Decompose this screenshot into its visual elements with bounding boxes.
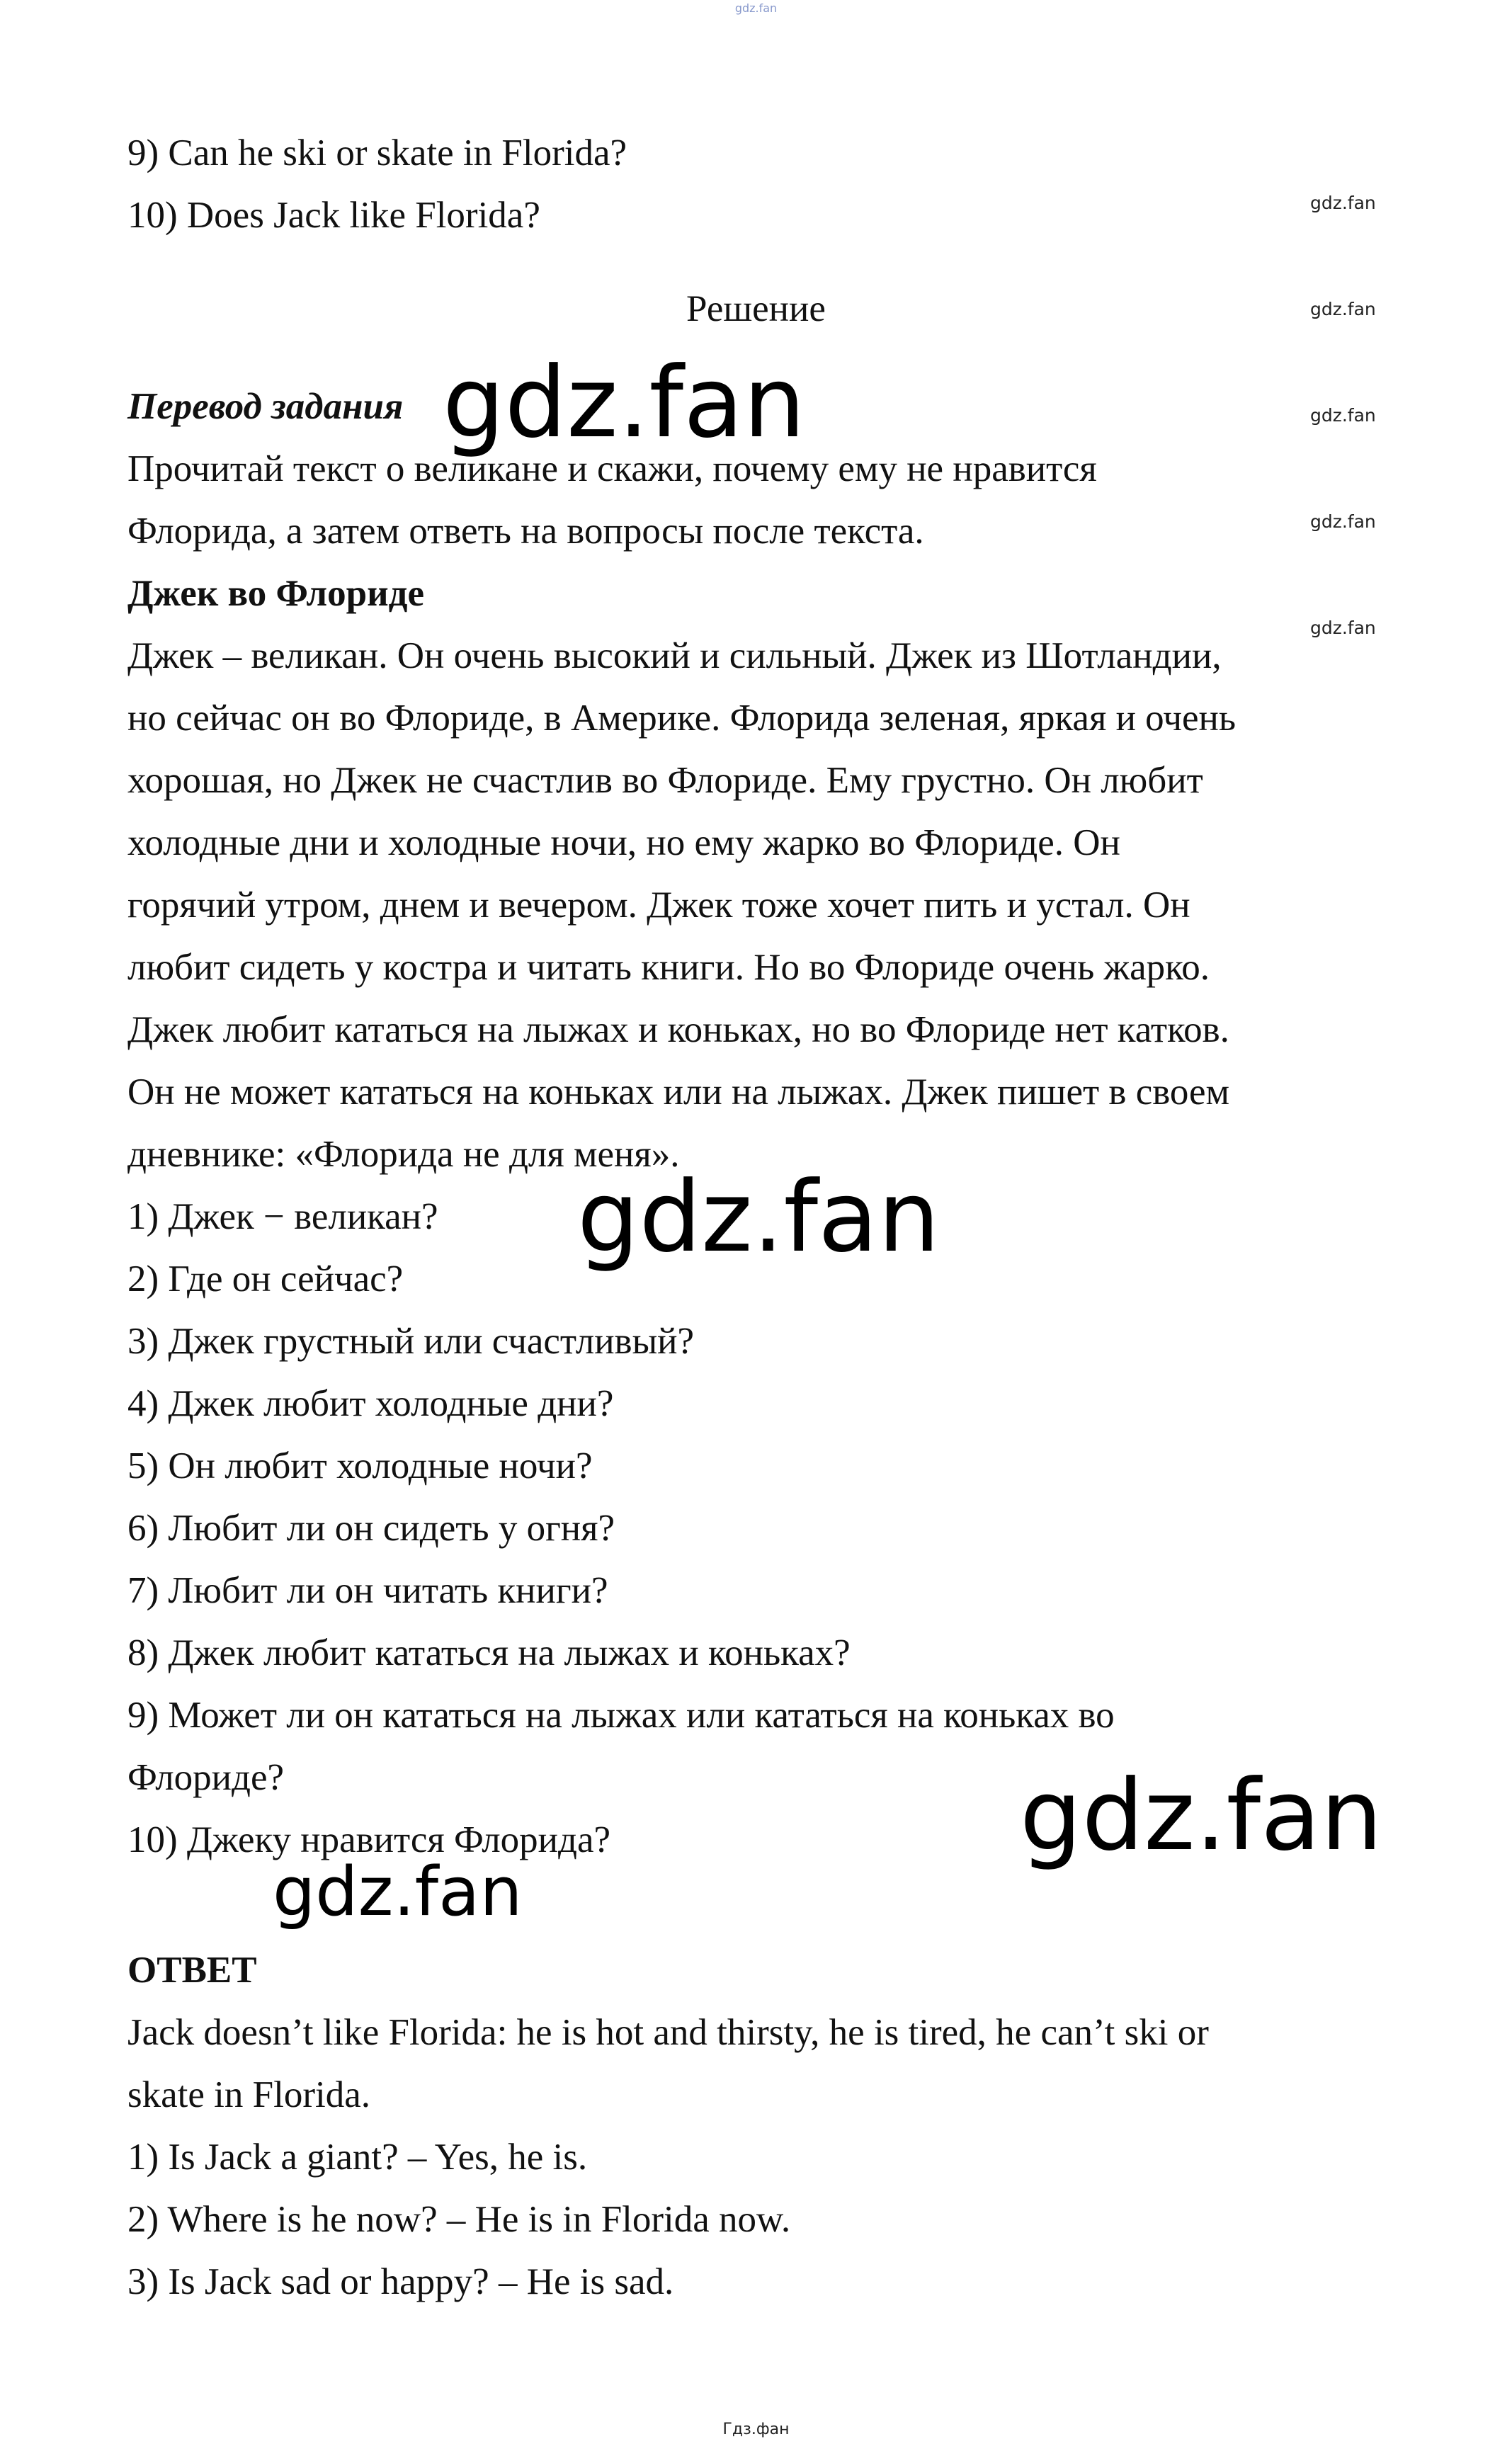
answer-heading: ОТВЕТ — [127, 1950, 257, 1991]
answer-line: Jack doesn’t like Florida: he is hot and thirsty, he is tired, he can’t ski or — [127, 2012, 1209, 2053]
answer-line: skate in Florida. — [127, 2074, 370, 2115]
question-ru: Флориде? — [127, 1757, 285, 1798]
question-ru: 3) Джек грустный или счастливый? — [127, 1321, 695, 1362]
answer-line: 3) Is Jack sad or happy? – He is sad. — [127, 2261, 674, 2302]
watermark-small: gdz.fan — [1310, 193, 1376, 213]
answer-line: 1) Is Jack a giant? – Yes, he is. — [127, 2137, 588, 2178]
instruction-line: Прочитай текст о великане и скажи, почему ему не нравится — [127, 448, 1097, 489]
footer-watermark: Гдз.фан — [722, 2421, 790, 2438]
story-title: Джек во Флориде — [127, 573, 424, 614]
watermark-small: gdz.fan — [1310, 511, 1376, 532]
story-line: Он не может кататься на коньках или на лыжах. Джек пишет в своем — [127, 1071, 1230, 1113]
question-en-10: 10) Does Jack like Florida? — [127, 195, 540, 236]
question-ru: 1) Джек − великан? — [127, 1196, 438, 1237]
story-line: но сейчас он во Флориде, в Америке. Флорида зеленая, яркая и очень — [127, 698, 1237, 739]
question-ru: 7) Любит ли он читать книги? — [127, 1570, 608, 1611]
watermark-large: gdz.fan — [273, 1853, 523, 1931]
translation-heading: Перевод задания — [127, 386, 404, 427]
question-ru: 6) Любит ли он сидеть у огня? — [127, 1508, 615, 1549]
watermark-large: gdz.fan — [443, 346, 806, 460]
instruction-line: Флорида, а затем ответь на вопросы после текста. — [127, 511, 924, 552]
question-ru: 4) Джек любит холодные дни? — [127, 1383, 614, 1424]
question-ru: 8) Джек любит кататься на лыжах и коньках? — [127, 1632, 851, 1673]
story-line: горячий утром, днем и вечером. Джек тоже хочет пить и устал. Он — [127, 885, 1190, 926]
watermark-large: gdz.fan — [1020, 1758, 1383, 1872]
story-line: Джек любит кататься на лыжах и коньках, но во Флориде нет катков. — [127, 1009, 1229, 1050]
story-line: хорошая, но Джек не счастлив во Флориде. Ему грустно. Он любит — [127, 760, 1203, 801]
question-ru: 2) Где он сейчас? — [127, 1258, 404, 1300]
question-ru: 5) Он любит холодные ночи? — [127, 1445, 593, 1486]
story-line: дневнике: «Флорида не для меня». — [127, 1134, 680, 1175]
question-en-9: 9) Can he ski or skate in Florida? — [127, 132, 627, 174]
top-watermark: gdz.fan — [734, 1, 778, 15]
question-ru: 9) Может ли он кататься на лыжах или кататься на коньках во — [127, 1695, 1115, 1736]
story-line: холодные дни и холодные ночи, но ему жарко во Флориде. Он — [127, 822, 1120, 863]
story-line: любит сидеть у костра и читать книги. Но во Флориде очень жарко. — [127, 947, 1210, 988]
story-line: Джек – великан. Он очень высокий и сильный. Джек из Шотландии, — [127, 635, 1222, 676]
watermark-small: gdz.fan — [1310, 299, 1376, 319]
question-ru: 10) Джеку нравится Флорида? — [127, 1819, 611, 1860]
watermark-small: gdz.fan — [1310, 618, 1376, 638]
answer-line: 2) Where is he now? – He is in Florida now. — [127, 2199, 791, 2240]
solution-heading: Решение — [686, 288, 826, 329]
watermark-large: gdz.fan — [577, 1160, 940, 1274]
watermark-small: gdz.fan — [1310, 405, 1376, 426]
